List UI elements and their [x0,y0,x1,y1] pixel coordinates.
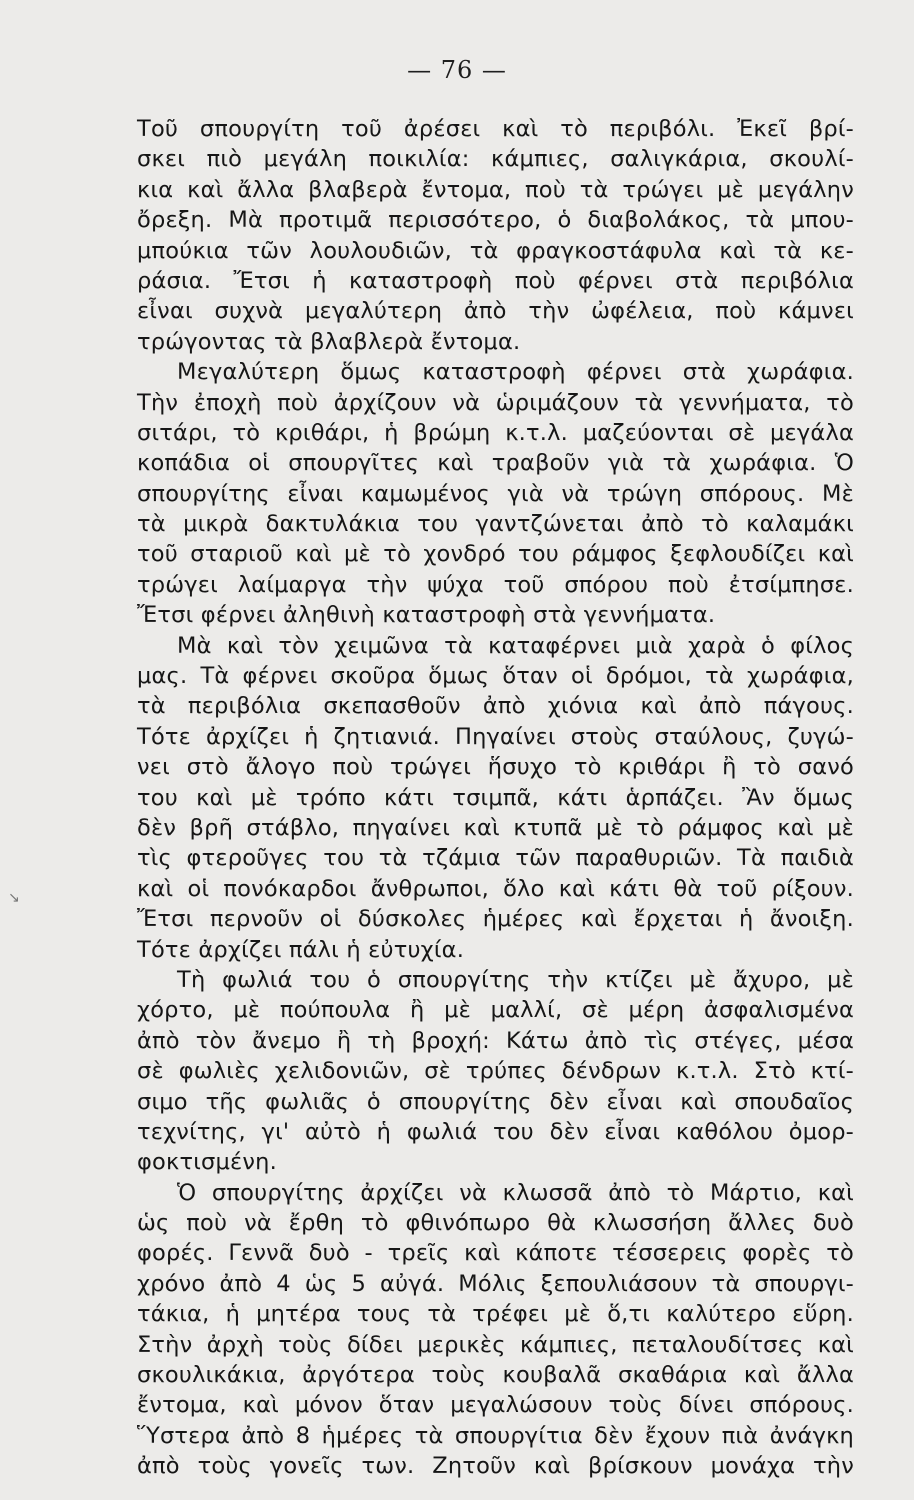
text-line: τὶς φτεροῦγες του τὰ τζάμια τῶν παραθυριῶν. Τὰ παιδιὰ [137,845,854,872]
text-line: Τὴν ἐποχὴ ποὺ ἀρχίζουν νὰ ὡριμάζουν τὰ γεννήματα, τὸ [137,389,854,416]
text-line: Τότε ἀρχίζει πάλι ἡ εὐτυχία. [137,936,465,963]
text-line: τρώγοντας τὰ βλαβλερὰ ἔντομα. [137,328,521,355]
text-line: σὲ φωλιὲς χελιδονιῶν, σὲ τρύπες δένδρων κ.τ.λ. Στὸ κτί- [137,1058,854,1085]
text-line: μας. Τὰ φέρνει σκοῦρα ὅμως ὅταν οἱ δρόμοι, τὰ χωράφια, [137,663,854,690]
text-line: σκουλικάκια, ἀργότερα τοὺς κουβαλᾶ σκαθάρια καὶ ἄλλα [137,1362,854,1389]
text-line: σιτάρι, τὸ κριθάρι, ἡ βρώμη κ.τ.λ. μαζεύονται σὲ μεγάλα [137,419,854,446]
text-line: του καὶ μὲ τρόπο κάτι τσιμπᾶ, κάτι ἁρπάζει. Ἂν ὅμως [137,784,854,811]
text-line: Μὰ καὶ τὸν χειμῶνα τὰ καταφέρνει μιὰ χαρὰ ὁ φίλος [177,632,854,659]
text-line: κοπάδια οἱ σπουργῖτες καὶ τραβοῦν γιὰ τὰ χωράφια. Ὁ [137,450,854,477]
text-line: δὲν βρῆ στάβλο, πηγαίνει καὶ κτυπᾶ μὲ τὸ ράμφος καὶ μὲ [137,814,854,841]
text-line: τεχνίτης, γι' αὐτὸ ἡ φωλιά του δὲν εἶναι καθόλου ὀμορ- [137,1118,854,1145]
text-line: τὰ μικρὰ δακτυλάκια του γαντζώνεται ἀπὸ τὸ καλαμάκι [137,511,854,538]
text-line: μπούκια τῶν λουλουδιῶν, τὰ φραγκοστάφυλα καὶ τὰ κε- [137,237,854,264]
text-line: φοκτισμένη. [137,1149,277,1176]
text-line: ἀπὸ τὸν ἄνεμο ἢ τὴ βροχή: Κάτω ἀπὸ τὶς στέγες, μέσα [137,1027,854,1054]
text-line: τάκια, ἡ μητέρα τους τὰ τρέφει μὲ ὅ,τι καλύτερο εὕρη. [137,1301,854,1328]
text-line: ἔντομα, καὶ μόνον ὅταν μεγαλώσουν τοὺς δίνει σπόρους. [137,1392,854,1419]
text-line: Ὁ σπουργίτης ἀρχίζει νὰ κλωσσᾶ ἀπὸ τὸ Μάρτιο, καὶ [177,1179,854,1206]
text-line: σκει πιὸ μεγάλη ποικιλία: κάμπιες, σαλιγκάρια, σκουλί- [137,146,854,173]
text-line: τρώγει λαίμαργα τὴν ψύχα τοῦ σπόρου ποὺ ἐτσίμπησε. [137,571,854,598]
text-line: Τότε ἀρχίζει ἡ ζητιανιά. Πηγαίνει στοὺς σταύλους, ζυγώ- [137,723,854,750]
text-line: νει στὸ ἄλογο ποὺ τρώγει ἥσυχο τὸ κριθάρι ἢ τὸ σανό [137,754,854,781]
text-line: Ὕστερα ἀπὸ 8 ἡμέρες τὰ σπουργίτια δὲν ἔχουν πιὰ ἀνάγκη [137,1422,854,1449]
margin-mark: ↘ [8,890,20,906]
text-line: σπουργίτης εἶναι καμωμένος γιὰ νὰ τρώγη σπόρους. Μὲ [137,480,854,507]
text-line: τὰ περιβόλια σκεπασθοῦν ἀπὸ χιόνια καὶ ἀπὸ πάγους. [137,693,854,720]
text-line: ὡς ποὺ νὰ ἔρθη τὸ φθινόπωρο θὰ κλωσσήση ἄλλες δυὸ [137,1210,854,1237]
body-text [137,114,854,1482]
text-line: Ἔτσι φέρνει ἀληθινὴ καταστροφὴ στὰ γεννήματα. [137,602,716,629]
text-line: Ἔτσι περνοῦν οἱ δύσκολες ἡμέρες καὶ ἔρχεται ἡ ἄνοιξη. [137,906,854,933]
text-line: εἶναι συχνὰ μεγαλύτερη ἀπὸ τὴν ὠφέλεια, ποὺ κάμνει [137,298,854,325]
text-line: σιμο τῆς φωλιᾶς ὁ σπουργίτης δὲν εἶναι καὶ σπουδαῖος [137,1088,854,1115]
text-line: χρόνο ἀπὸ 4 ὡς 5 αὐγά. Μόλις ξεπουλιάσουν τὰ σπουργι- [137,1270,854,1297]
text-line: Τοῦ σπουργίτη τοῦ ἀρέσει καὶ τὸ περιβόλι. Ἐκεῖ βρί- [137,116,854,142]
text-line: Τὴ φωλιά του ὁ σπουργίτης τὴν κτίζει μὲ ἄχυρο, μὲ [177,966,854,993]
text-line: χόρτο, μὲ πούπουλα ἢ μὲ μαλλί, σὲ μέρη ἀσφαλισμένα [137,997,854,1024]
text-line: καὶ οἱ πονόκαρδοι ἄνθρωποι, ὅλο καὶ κάτι θὰ τοῦ ρίξουν. [137,875,854,902]
text-line: τοῦ σταριοῦ καὶ μὲ τὸ χονδρό του ράμφος ξεφλουδίζει καὶ [137,541,854,568]
text-line: κια καὶ ἄλλα βλαβερὰ ἔντομα, ποὺ τὰ τρώγει μὲ μεγάλην [137,176,854,203]
text-line: Στὴν ἀρχὴ τοὺς δίδει μερικὲς κάμπιες, πεταλουδίτσες καὶ [137,1331,854,1358]
text-line: φορές. Γεννᾶ δυὸ - τρεῖς καὶ κάποτε τέσσερεις φορὲς τὸ [137,1240,854,1267]
text-line: Μεγαλύτερη ὅμως καταστροφὴ φέρνει στὰ χωράφια. [177,359,854,386]
page-number: — 76 — [407,56,507,84]
text-line: ράσια. Ἔτσι ἡ καταστροφὴ ποὺ φέρνει στὰ περιβόλια [137,267,854,294]
text-line: ἀπὸ τοὺς γονεῖς των. Ζητοῦν καὶ βρίσκουν μονάχα τὴν [137,1453,854,1480]
text-line: ὄρεξη. Μὰ προτιμᾶ περισσότερο, ὁ διαβολάκος, τὰ μπου- [137,207,854,234]
